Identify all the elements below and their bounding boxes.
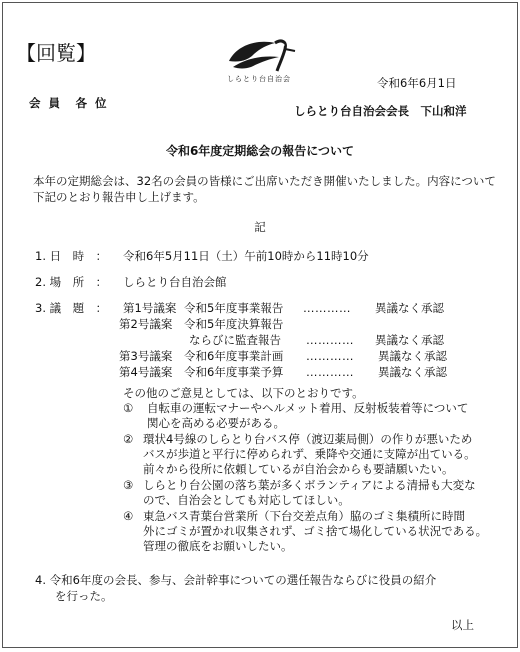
association-logo xyxy=(223,31,297,87)
opinion-line: 前々から役所に依頼しているが自治会からも要請願いたい。 xyxy=(143,462,454,476)
opinion-line: ので、自治会としても対応してほしい。 xyxy=(143,493,350,507)
opinion-line: 東急バス青葉台営業所（下台交差点角）脇のゴミ集積所に時間 xyxy=(143,509,465,523)
item4-line: 4. 令和6年度の会長、参与、会計幹事についての選任報告ならびに役員の紹介 xyxy=(35,573,437,587)
circular-label: 【回覧】 xyxy=(16,41,96,65)
ki-heading: 記 xyxy=(254,220,266,234)
item-datetime-value: 令和6年5月11日（土）午前10時から11時10分 xyxy=(123,249,369,263)
document-title: 令和6年度定期総会の報告について xyxy=(165,144,355,158)
agenda-result: 異議なく承認 xyxy=(378,365,447,379)
intro-paragraph: 本年の定期総会は、32名の会員の皆様にご出席いただき開催いたしました。内容について下記のとおり報告申し上げます。 xyxy=(33,174,496,204)
item-agenda-label: 3. 議 題 ： xyxy=(35,301,108,315)
agenda-no: 第3号議案 xyxy=(119,349,173,363)
opinion-number: ③ xyxy=(123,478,134,492)
agenda-dots: ………… xyxy=(306,333,354,347)
opinions-intro: その他のご意見としては、以下のとおりです。 xyxy=(123,386,364,400)
opinion-line: 管理の徹底をお願いしたい。 xyxy=(143,539,293,553)
document-date: 令和6年6月1日 xyxy=(377,76,457,90)
opinion-line: 外にゴミが置かれ収集されず、ゴミ捨て場化している状況である。 xyxy=(143,524,488,538)
item-datetime-label: 1. 日 時 ： xyxy=(35,249,108,263)
agenda-no: 第1号議案 xyxy=(123,301,177,315)
agenda-dots: ………… xyxy=(306,365,354,379)
agenda-dots: ………… xyxy=(303,301,351,315)
opinion-number: ② xyxy=(123,432,134,446)
agenda-dots: ………… xyxy=(306,349,354,363)
closing: 以上 xyxy=(451,618,474,632)
opinion-number: ① xyxy=(123,401,134,415)
agenda-name: 令和6年度事業予算 xyxy=(184,365,284,379)
opinion-line: 関心を高める必要がある。 xyxy=(147,416,285,430)
agenda-result: 異議なく承認 xyxy=(375,301,444,315)
agenda-result: 異議なく承認 xyxy=(375,333,444,347)
agenda-name: 令和5年度事業報告 xyxy=(184,301,284,315)
document-page xyxy=(2,2,518,648)
crane-logo-icon xyxy=(223,31,297,75)
item-place-value: しらとり台自治会館 xyxy=(123,275,227,289)
agenda-name: ならびに監査報告 xyxy=(189,333,281,347)
logo-caption: しらとり台自治会 xyxy=(227,75,291,83)
opinion-line: しらとり台公園の落ち葉が多くボランティアによる清掃も大変な xyxy=(143,478,476,492)
recipients: 会 員 各 位 xyxy=(29,96,109,110)
agenda-name: 令和6年度事業計画 xyxy=(184,349,284,363)
opinion-line: バスが歩道と平行に停められず、乗降や交通に支障が出ている。 xyxy=(143,447,476,461)
opinion-line: 自転車の運転マナーやヘルメット着用、反射板装着等について xyxy=(147,401,469,415)
agenda-no: 第2号議案 xyxy=(119,317,173,331)
opinion-number: ④ xyxy=(123,509,134,523)
agenda-no: 第4号議案 xyxy=(119,365,173,379)
agenda-name: 令和5年度決算報告 xyxy=(184,317,284,331)
item4-line: を行った。 xyxy=(55,589,113,603)
item-place-label: 2. 場 所 ： xyxy=(35,275,108,289)
agenda-result: 異議なく承認 xyxy=(378,349,447,363)
sender: しらとり台自治会会長 下山和洋 xyxy=(294,104,467,118)
opinion-line: 環状4号線のしらとり台バス停（渡辺薬局側）の作りが悪いため xyxy=(143,432,473,446)
